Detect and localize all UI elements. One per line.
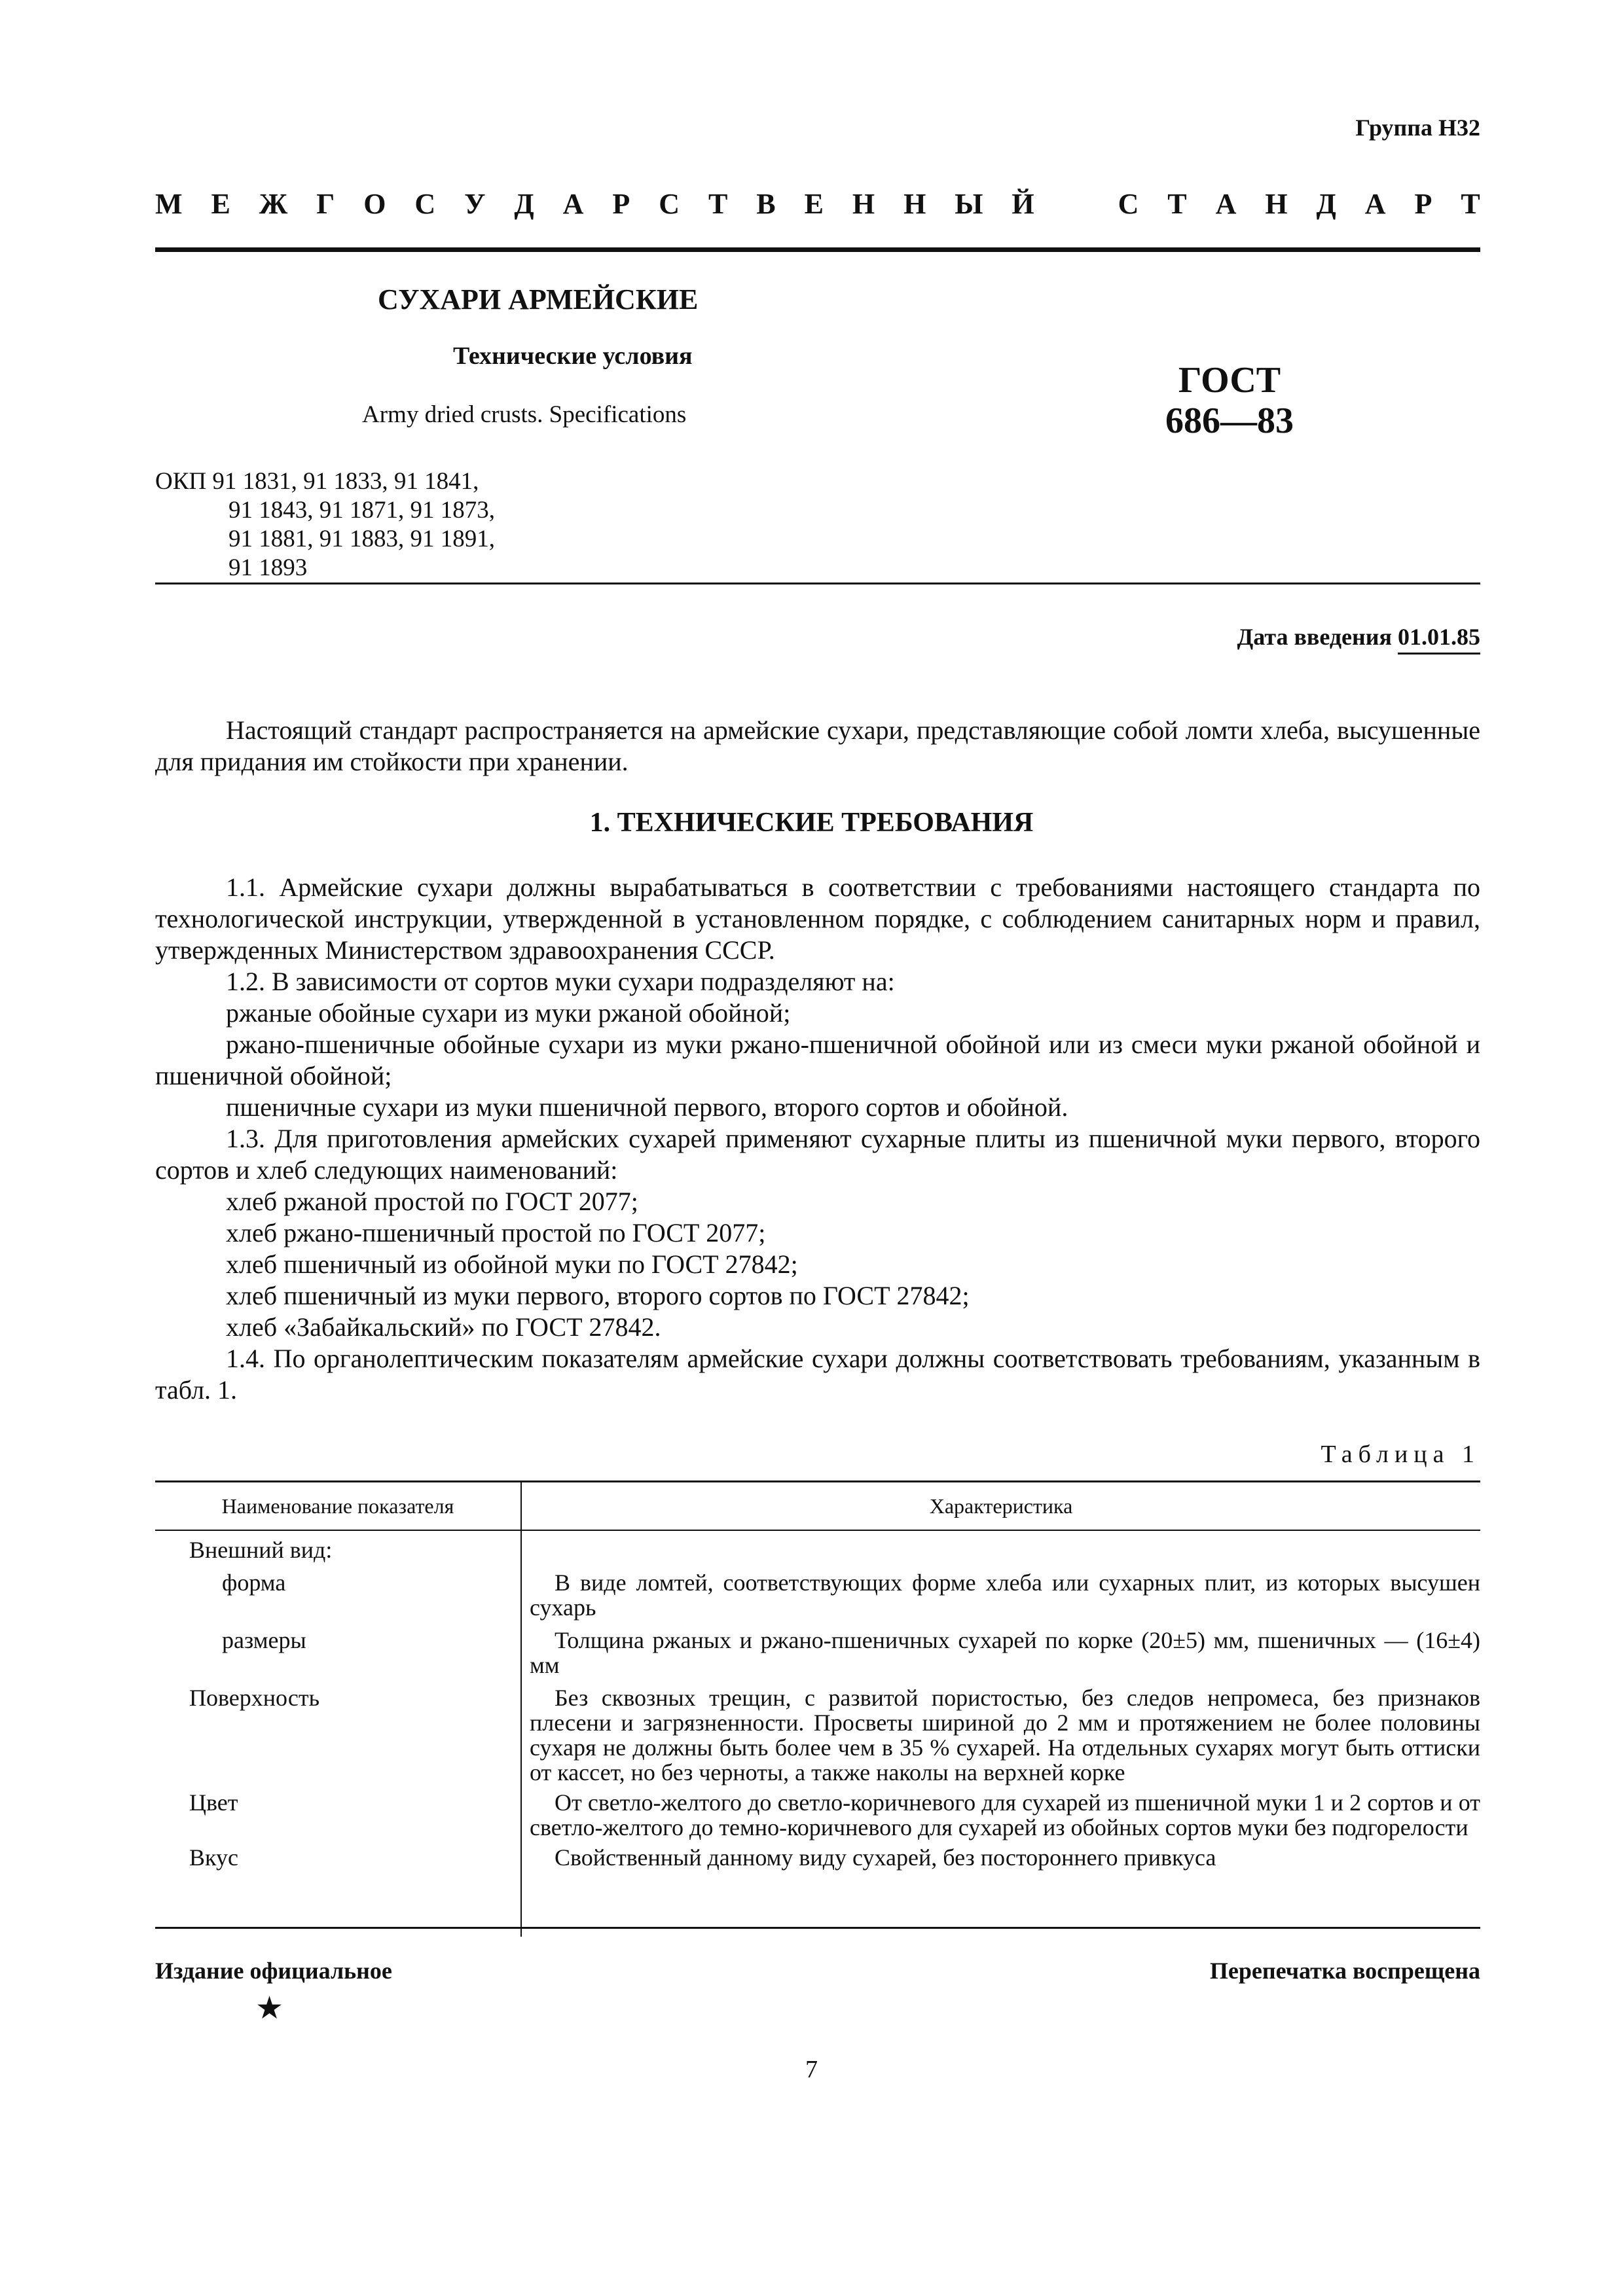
table-row — [155, 1628, 1480, 1677]
table-row — [155, 1531, 1480, 1562]
okp-codes — [155, 467, 495, 583]
list-item: хлеб ржаной простой по ГОСТ 2077; — [226, 1187, 638, 1216]
header-letter: А — [1215, 188, 1237, 220]
header-letter: Р — [612, 188, 630, 220]
header-letter: А — [1364, 188, 1386, 220]
header-letter: Г — [316, 188, 335, 220]
column-header-characteristic: Характеристика — [929, 1494, 1073, 1518]
header-letter: Й — [1012, 188, 1034, 220]
column-header-indicator: Наименование показателя — [155, 1482, 522, 1530]
table-row — [155, 1685, 1480, 1785]
row-name: Вкус — [189, 1844, 238, 1871]
document-title-english: Army dried crusts. Specifications — [362, 401, 687, 428]
table-bottom-rule — [155, 1927, 1480, 1929]
row-value — [522, 1570, 1480, 1620]
header-letter: Т — [708, 188, 728, 220]
header-rule — [155, 247, 1480, 252]
header-letter: А — [562, 188, 584, 220]
list-item: хлеб пшеничный из муки первого, второго сортов по ГОСТ 27842; — [226, 1281, 970, 1310]
header-letter: Т — [1167, 188, 1187, 220]
section-title: 1. ТЕХНИЧЕСКИЕ ТРЕБОВАНИЯ — [589, 808, 1034, 838]
list-item: пшеничные сухари из муки пшеничной первого, второго сортов и обойной. — [226, 1092, 1068, 1122]
date-label: Дата введения — [1237, 624, 1392, 650]
row-value — [522, 1845, 1480, 1870]
header-letter: С — [659, 188, 680, 220]
table-body — [155, 1531, 1480, 1870]
header-letter: Н — [1265, 188, 1288, 220]
paragraph-1-3: 1.3. Для приготовления армейских сухарей применяют сухарные плиты из пшеничной муки первого, второго сортов и хлеб следующих наименований: — [155, 1124, 1480, 1185]
gost-label: ГОСТ — [1178, 360, 1281, 401]
header-letter: Д — [1316, 188, 1336, 220]
header-letter: Е — [211, 188, 230, 220]
header-letter: Р — [1414, 188, 1432, 220]
row-value — [522, 1628, 1480, 1677]
paragraph-1-2: 1.2. В зависимости от сортов муки сухари подразделяют на: — [226, 967, 895, 996]
header-letter: Ы — [955, 188, 983, 220]
document-subtitle: Технические условия — [453, 342, 693, 370]
header-letter: Н — [903, 188, 926, 220]
header-letter: Д — [514, 188, 534, 220]
star-icon: ★ — [255, 1991, 284, 2026]
page-number: 7 — [805, 2056, 818, 2083]
header-letter: У — [464, 188, 486, 220]
row-value-text: Толщина ржаных и ржано-пшеничных сухарей по корке (20±5) мм, пшеничных — (16±4) мм — [530, 1627, 1480, 1678]
header-letter: Е — [804, 188, 824, 220]
header-letter: С — [1118, 188, 1139, 220]
row-value-text: Без сквозных трещин, с развитой пористостью, без следов непромеса, без признаков плесени и загрязненности. Просветы шириной до 2 мм и протяжением не более половины сухаря не должны быть более чем в 35 % сухарей. На отдельных сухарях могут быть оттиски от кассет, но без черноты, а также наколы на верхней корке — [530, 1685, 1480, 1785]
row-name: Цвет — [189, 1789, 238, 1816]
row-name: форма — [222, 1570, 286, 1596]
okp-line: ОКП 91 1831, 91 1833, 91 1841, — [155, 468, 479, 495]
title-block-rule — [155, 583, 1480, 584]
intro-paragraph: Настоящий стандарт распространяется на армейские сухари, представляющие собой ломти хлеба, высушенные для придания им стойкости при хранении. — [155, 715, 1480, 776]
header-letter: М — [155, 188, 183, 220]
list-item: хлеб ржано-пшеничный простой по ГОСТ 2077; — [226, 1218, 766, 1247]
header-letter: О — [363, 188, 386, 220]
list-item: ржано-пшеничные обойные сухари из муки ржано-пшеничной обойной или из смеси муки ржаной обойной и пшеничной обойной; — [155, 1030, 1480, 1090]
okp-line: 91 1843, 91 1871, 91 1873, — [228, 497, 495, 524]
introduction-date — [1237, 623, 1481, 651]
row-value — [522, 1790, 1480, 1840]
row-value-text: Свойственный данному виду сухарей, без постороннего привкуса — [555, 1844, 1216, 1871]
organoleptic-table — [155, 1480, 1480, 1870]
row-value — [522, 1537, 1480, 1562]
header-letter: В — [756, 188, 776, 220]
table-header — [155, 1482, 1480, 1531]
standard-header — [155, 187, 1480, 221]
header-letter: Ж — [259, 188, 288, 220]
document-title: СУХАРИ АРМЕЙСКИЕ — [378, 283, 699, 315]
header-letter: С — [414, 188, 436, 220]
table-row — [155, 1845, 1480, 1870]
date-value: 01.01.85 — [1398, 624, 1480, 655]
row-value-text: В виде ломтей, соответствующих форме хлеба или сухарных плит, из которых высушен сухарь — [530, 1570, 1480, 1621]
gost-number — [1165, 360, 1294, 441]
okp-line: 91 1881, 91 1883, 91 1891, — [228, 526, 495, 552]
official-edition: Издание официальное — [155, 1958, 392, 1984]
header-letter: Н — [852, 188, 875, 220]
reprint-prohibited: Перепечатка воспрещена — [1209, 1958, 1480, 1984]
list-item: хлеб пшеничный из обойной муки по ГОСТ 27842; — [226, 1249, 798, 1279]
row-name: размеры — [222, 1627, 306, 1653]
row-value-text: От светло-желтого до светло-коричневого для сухарей из пшеничной муки 1 и 2 сортов и от светло-желтого до темно-коричневого для сухарей из обойных сортов муки без подгорелости — [530, 1789, 1480, 1840]
okp-line: 91 1893 — [228, 554, 308, 581]
group-code: Группа Н32 — [1355, 115, 1480, 141]
list-item: ржаные обойные сухари из муки ржаной обойной; — [226, 998, 791, 1028]
paragraph-1-1: 1.1. Армейские сухари должны вырабатываться в соответствии с требованиями настоящего стандарта по технологической инструкции, утвержденной в установленном порядке, с соблюдением санитарных норм и правил, утвержденных Министерством здравоохранения СССР. — [155, 872, 1480, 965]
row-value — [522, 1685, 1480, 1785]
table-row — [155, 1570, 1480, 1620]
header-letter: Т — [1461, 188, 1480, 220]
header-gap — [1063, 187, 1089, 221]
row-name: Внешний вид: — [189, 1537, 333, 1563]
section-body — [155, 872, 1480, 1406]
gost-code: 686—83 — [1165, 401, 1294, 441]
list-item: хлеб «Забайкальский» по ГОСТ 27842. — [226, 1312, 661, 1342]
table-row — [155, 1790, 1480, 1840]
paragraph-1-4: 1.4. По органолептическим показателям армейские сухари должны соответствовать требованиям, указанным в табл. 1. — [155, 1344, 1480, 1405]
table-label: Таблица 1 — [1321, 1441, 1480, 1468]
column-divider — [520, 1531, 522, 1937]
row-name: Поверхность — [189, 1685, 320, 1711]
